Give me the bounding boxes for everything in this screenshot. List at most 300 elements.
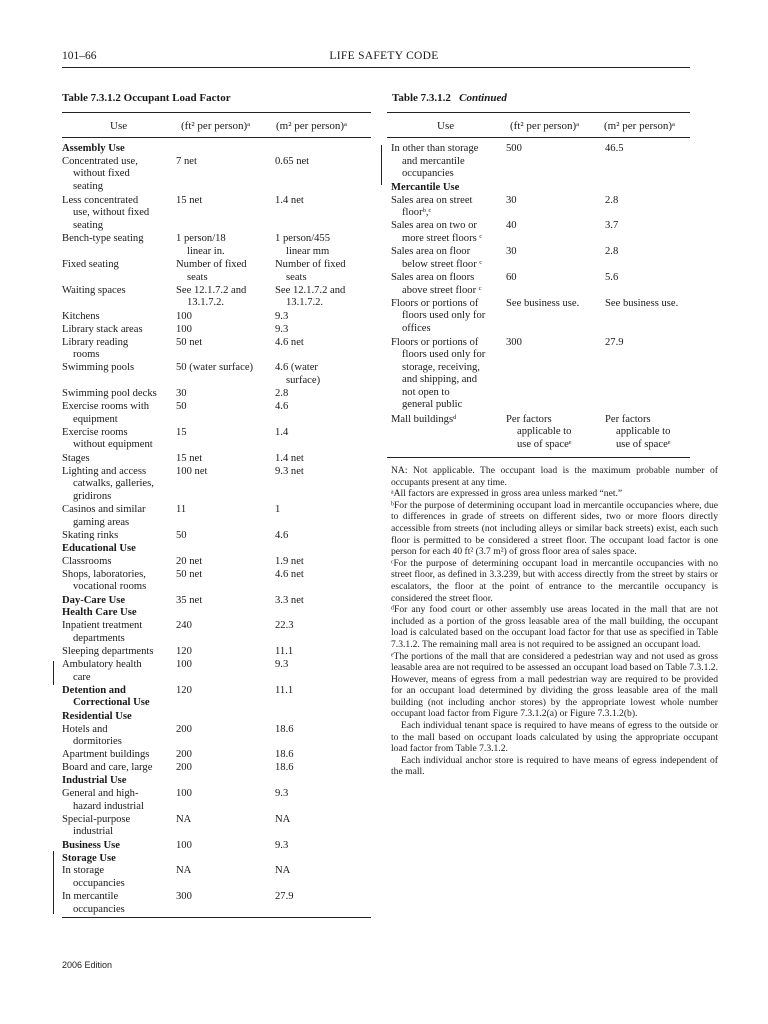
m-cell-line: NA (275, 813, 291, 825)
m-cell (275, 388, 288, 401)
use-cell-line: without equipment (73, 439, 153, 451)
use-cell (391, 195, 472, 220)
m-cell (275, 724, 294, 737)
use-cell-line: Fixed seating (62, 259, 119, 271)
use-cell (62, 362, 134, 375)
m-cell-line: 4.6 net (275, 568, 304, 580)
use-cell-line: In storage (62, 865, 105, 877)
ft-cell-line: 30 (176, 388, 187, 400)
use-cell (62, 620, 142, 645)
ft-cell-line: 300 (176, 891, 192, 903)
m-cell (605, 298, 678, 311)
left-table-bottom-rule (62, 917, 371, 918)
m-cell-line: 0.65 net (275, 155, 310, 167)
m-cell (275, 233, 330, 258)
m-cell-line: 13.1.7.2. (286, 297, 324, 309)
ft-cell (176, 530, 187, 543)
use-cell-line: more street floors ᶜ (402, 232, 483, 244)
m-cell (275, 659, 288, 672)
m-cell (275, 427, 288, 440)
ft-cell (176, 685, 192, 698)
right-col-ft: (ft² per person)ᵃ (510, 120, 580, 132)
use-cell-line: Hotels and (62, 723, 108, 735)
m-cell-line: 9.3 (275, 310, 289, 322)
m-cell-line: 4.6 (water (275, 362, 318, 374)
m-cell-line: 9.3 (275, 659, 289, 670)
ft-cell-line: 15 net (176, 452, 203, 464)
ft-cell (176, 556, 202, 569)
ft-cell (176, 788, 192, 801)
ft-cell-line: 200 (176, 723, 192, 735)
use-cell-line: Assembly Use (62, 143, 125, 154)
ft-cell-line: 50 (176, 401, 187, 412)
use-cell-line: Health Care Use (62, 607, 137, 619)
m-cell (605, 272, 618, 285)
ft-cell (176, 311, 192, 324)
m-cell-line: 11.1 (275, 646, 294, 658)
m-cell-line: surface) (286, 374, 321, 386)
m-cell-line: applicable to (616, 426, 671, 438)
ft-cell-line: 300 (506, 336, 522, 348)
use-cell-line: dormitories (73, 736, 122, 748)
m-cell (605, 337, 624, 350)
change-bar (53, 851, 54, 914)
use-cell-line: Skating rinks (62, 530, 119, 541)
left-table-top-rule (62, 112, 371, 113)
right-table-top-rule (387, 112, 690, 113)
use-cell-line: storage, receiving, (402, 361, 480, 373)
use-cell-line: Library stack areas (62, 323, 143, 335)
use-cell-line: Floors or portions of (391, 297, 479, 309)
ft-cell-line: 15 (176, 426, 187, 438)
m-cell (275, 762, 294, 775)
m-cell (275, 453, 304, 466)
use-cell-line: Mercantile Use (391, 181, 460, 193)
m-cell-line: 9.3 (275, 788, 289, 799)
right-table-bottom-rule (387, 457, 690, 458)
m-cell-line: 2.8 (605, 194, 619, 206)
ft-cell-line: 20 net (176, 555, 203, 567)
ft-cell-line: 200 (176, 749, 192, 761)
m-cell (275, 362, 320, 387)
m-cell-line: 27.9 (275, 891, 294, 903)
use-cell (62, 569, 146, 594)
m-cell-line: 4.6 (275, 530, 289, 541)
m-cell-line: Number of fixed (275, 259, 346, 271)
ft-cell (506, 195, 517, 208)
use-cell (62, 259, 119, 272)
ft-cell-line: 13.1.7.2. (187, 297, 225, 309)
ft-cell (176, 324, 192, 337)
ft-cell (176, 840, 192, 853)
ft-cell (506, 220, 517, 233)
ft-cell-line: 40 (506, 220, 517, 232)
m-cell-line: linear mm (286, 245, 330, 257)
m-cell (275, 530, 288, 543)
use-cell-line: hazard industrial (73, 800, 144, 812)
use-cell-line: Lighting and access (62, 465, 147, 477)
ft-cell-line: 50 net (176, 568, 203, 580)
use-cell-line: departments (73, 632, 125, 644)
ft-cell-line: 100 (176, 310, 192, 322)
use-cell-line: Sales area on two or (391, 220, 477, 232)
m-cell-line: 1.4 net (275, 452, 304, 464)
ft-cell-line: linear in. (187, 245, 225, 257)
use-cell-line: Business Use (62, 839, 120, 851)
m-cell (275, 556, 304, 569)
use-cell-line: Swimming pool decks (62, 388, 157, 400)
use-cell (391, 220, 482, 245)
use-cell (391, 272, 481, 297)
use-cell-line: General and high- (62, 788, 139, 799)
ft-cell-line: NA (176, 865, 192, 877)
m-cell (275, 788, 288, 801)
use-cell (62, 311, 100, 324)
use-cell-line: Storage Use (62, 852, 116, 864)
ft-cell (176, 337, 202, 350)
table-note: NA: Not applicable. The occupant load is the maximum probable number of occupants present at any time. (391, 465, 718, 488)
use-cell (62, 530, 118, 543)
use-cell-line: without fixed (73, 168, 130, 180)
change-bar (381, 145, 382, 185)
use-cell (62, 388, 157, 401)
m-cell-line: See business use. (605, 297, 679, 309)
left-table-head-rule (62, 137, 371, 138)
m-cell (275, 814, 290, 827)
m-cell (275, 337, 304, 350)
ft-cell-line: Per factors (506, 413, 552, 425)
use-cell-line: floors used only for (402, 310, 486, 322)
m-cell (605, 220, 618, 233)
use-cell-line: offices (402, 322, 431, 334)
use-cell (62, 659, 142, 684)
use-cell (62, 607, 137, 620)
use-cell (62, 556, 111, 569)
use-cell-line: Mall buildingsᵈ (391, 413, 457, 425)
ft-cell-line: 50 (water surface) (176, 362, 254, 374)
ft-cell-line: See business use. (506, 297, 580, 309)
use-cell (62, 595, 125, 608)
use-cell (391, 337, 485, 413)
use-cell-line: Ambulatory health (62, 659, 142, 670)
ft-cell (176, 814, 191, 827)
use-cell (62, 337, 128, 362)
use-cell-line: occupancies (402, 168, 454, 180)
use-cell-line: Industrial Use (62, 775, 127, 787)
m-cell-line: 1.4 net (275, 194, 304, 206)
m-cell (275, 840, 288, 853)
ft-cell (176, 504, 186, 517)
m-cell-line: 9.3 (275, 839, 289, 851)
use-cell-line: gaming areas (73, 516, 130, 528)
use-cell-line: In mercantile (62, 891, 119, 903)
use-cell-line: Classrooms (62, 555, 112, 567)
use-cell-line: Sales area on floor (391, 246, 471, 258)
ft-cell (176, 749, 192, 762)
right-table-caption-main: Table 7.3.1.2 (392, 92, 451, 104)
right-table-head-rule (387, 137, 690, 138)
use-cell (391, 143, 478, 181)
use-cell-line: vocational rooms (73, 581, 147, 593)
ft-cell (176, 762, 192, 775)
ft-cell (176, 401, 187, 414)
use-cell (62, 143, 125, 156)
use-cell (391, 246, 482, 271)
m-cell (275, 259, 346, 284)
ft-cell (176, 233, 226, 258)
m-cell (275, 324, 288, 337)
ft-cell (506, 272, 517, 285)
table-note: ᵉThe portions of the mall that are considered a pedestrian way and not used as gross leasable area are not required to be assessed an occupant load based on Table 7.3.1.2. However, means of egress from a mall pedestrian way are required to be provided for an occupant load determined by dividing the gross leasable area of the mall building (not including anchor stores) by the appropriate lowest whole number occupant load factor from Figure 7.3.1.2(a) or Figure 7.3.1.2(b). (391, 650, 718, 720)
use-cell-line: In other than storage (391, 143, 479, 154)
m-cell-line: use of spaceᵉ (616, 439, 671, 451)
ft-cell-line: 35 net (176, 594, 203, 606)
ft-cell-line: 100 (176, 788, 192, 799)
ft-cell-line: 200 (176, 762, 192, 774)
use-cell (62, 504, 146, 529)
m-cell-line: 1.9 net (275, 555, 304, 567)
m-cell-line: 2.8 (605, 246, 619, 258)
use-cell (62, 814, 130, 839)
header-rule (62, 67, 690, 68)
use-cell-line: Board and care, large (62, 762, 153, 774)
use-cell (62, 749, 149, 762)
ft-cell-line: use of spaceᵉ (517, 439, 572, 451)
ft-cell (176, 569, 202, 582)
ft-cell-line: 120 (176, 646, 192, 658)
use-cell (62, 156, 138, 194)
m-cell (275, 156, 309, 169)
use-cell (62, 853, 116, 866)
right-table-caption (392, 92, 507, 104)
use-cell-line: Less concentrated (62, 194, 139, 206)
m-cell-line: 9.3 (275, 323, 289, 335)
use-cell-line: use, without fixed (73, 207, 150, 219)
use-cell-line: catwalks, galleries, (73, 478, 154, 490)
use-cell (62, 453, 90, 466)
m-cell (605, 195, 618, 208)
ft-cell (176, 646, 192, 659)
ft-cell-line: 7 net (176, 155, 197, 167)
running-title: LIFE SAFETY CODE (329, 50, 439, 62)
ft-cell-line: 50 (176, 530, 187, 541)
left-col-ft: (ft² per person)ᵃ (181, 120, 251, 132)
use-cell-line: occupancies (73, 903, 125, 915)
use-cell (62, 401, 149, 426)
use-cell-line: seating (73, 181, 104, 193)
right-col-m: (m² per person)ᵃ (604, 120, 676, 132)
m-cell-line: See 12.1.7.2 and (275, 284, 346, 296)
use-cell (62, 775, 126, 788)
use-cell-line: floorᵇ,ᶜ (402, 207, 432, 219)
use-cell-line: Kitchens (62, 310, 100, 322)
ft-cell-line: Number of fixed (176, 259, 247, 271)
table-notes (391, 465, 718, 778)
ft-cell-line: 1 person/18 (176, 233, 226, 245)
right-table-caption-continued: Continued (459, 92, 507, 104)
ft-cell (176, 724, 192, 737)
ft-cell (176, 595, 202, 608)
ft-cell-line: 30 (506, 194, 517, 206)
m-cell (605, 414, 670, 452)
m-cell (275, 749, 294, 762)
m-cell-line: NA (275, 865, 291, 877)
use-cell-line: gridirons (73, 490, 112, 502)
ft-cell-line: 120 (176, 684, 192, 696)
m-cell (275, 620, 294, 633)
m-cell (275, 195, 304, 208)
use-cell (62, 466, 154, 504)
ft-cell-line: 100 net (176, 465, 208, 477)
left-col-m: (m² per person)ᵃ (276, 120, 348, 132)
use-cell-line: Inpatient treatment (62, 620, 143, 632)
m-cell (275, 891, 294, 904)
use-cell (391, 298, 485, 336)
left-col-use: Use (110, 120, 128, 132)
m-cell-line: 3.3 net (275, 594, 304, 606)
use-cell (62, 646, 154, 659)
use-cell-line: care (73, 671, 91, 683)
table-note: ᶜFor the purpose of determining occupant load in mercantile occupancies with no street floor, as defined in 3.3.239, but with access directly from the street by stairs or escalators, the floor at the point of entrance to the mercantile occupancy is considered the street floor. (391, 557, 718, 604)
ft-cell-line: 100 (176, 839, 192, 851)
use-cell (62, 685, 150, 710)
use-cell-line: Waiting spaces (62, 284, 126, 296)
m-cell-line: 2.8 (275, 388, 289, 400)
m-cell-line: 22.3 (275, 620, 294, 632)
ft-cell (176, 659, 192, 672)
m-cell-line: 18.6 (275, 723, 294, 735)
ft-cell (176, 865, 191, 878)
m-cell-line: Per factors (605, 413, 651, 425)
m-cell-line: 27.9 (605, 336, 624, 348)
ft-cell (176, 195, 202, 208)
use-cell-line: Sales area on floors (391, 272, 475, 283)
use-cell-line: equipment (73, 413, 118, 425)
ft-cell-line: 60 (506, 272, 517, 283)
ft-cell (506, 246, 517, 259)
use-cell-line: Sleeping departments (62, 646, 154, 658)
use-cell (62, 427, 153, 452)
ft-cell (506, 337, 522, 350)
ft-cell-line: 50 net (176, 336, 203, 348)
use-cell (62, 324, 143, 337)
m-cell-line: 18.6 (275, 762, 294, 774)
use-cell-line: Sales area on street (391, 194, 473, 206)
use-cell-line: above street floor ᶜ (402, 284, 482, 296)
m-cell (275, 466, 304, 479)
use-cell-line: Exercise rooms with (62, 401, 150, 412)
ft-cell (176, 620, 192, 633)
use-cell (391, 414, 456, 427)
m-cell (275, 311, 288, 324)
table-note: Each individual tenant space is required to have means of egress to the outside or to the mall based on occupant loads calculated by using the appropriate occupant load factor from Table 7.3.1.2. (391, 720, 718, 755)
use-cell-line: Swimming pools (62, 362, 135, 374)
m-cell-line: 11.1 (275, 684, 294, 696)
use-cell-line: Residential Use (62, 710, 132, 722)
use-cell-line: and mercantile (402, 155, 465, 167)
use-cell-line: floors used only for (402, 349, 486, 361)
m-cell-line: 4.6 net (275, 336, 304, 348)
ft-cell (176, 891, 192, 904)
use-cell-line: Day-Care Use (62, 594, 126, 606)
m-cell-line: 1 person/455 (275, 233, 331, 245)
use-cell (62, 195, 149, 233)
m-cell (275, 685, 293, 698)
ft-cell-line: applicable to (517, 426, 572, 438)
use-cell (62, 840, 120, 853)
m-cell-line: 1 (275, 504, 281, 516)
use-cell-line: industrial (73, 826, 114, 838)
use-cell-line: not open to (402, 386, 450, 398)
ft-cell-line: 30 (506, 246, 517, 258)
use-cell-line: general public (402, 399, 463, 411)
ft-cell (176, 156, 197, 169)
m-cell (605, 143, 624, 156)
m-cell-line: 9.3 net (275, 465, 304, 477)
m-cell (275, 401, 288, 414)
use-cell-line: Correctional Use (73, 697, 150, 709)
m-cell (275, 569, 304, 582)
m-cell-line: 5.6 (605, 272, 619, 283)
ft-cell (506, 143, 522, 156)
use-cell-line: Special-purpose (62, 813, 131, 825)
edition-footer: 2006 Edition (62, 960, 113, 970)
ft-cell (506, 298, 579, 311)
use-cell-line: Casinos and similar (62, 504, 146, 516)
left-table-caption: Table 7.3.1.2 Occupant Load Factor (62, 92, 231, 104)
use-cell (62, 891, 125, 916)
use-cell-line: seating (73, 219, 104, 231)
ft-cell (176, 362, 253, 375)
m-cell-line: 46.5 (605, 143, 624, 154)
table-note: ᵈFor any food court or other assembly use areas located in the mall that are not included as a portion of the gross leasable area of the mall building, the occupant load is calculated based on the occupant load factor for that use as specified in Table 7.3.1.2. The remaining mall area is not required to be assigned an occupant load. (391, 604, 718, 650)
m-cell-line: 1.4 (275, 426, 289, 438)
use-cell (62, 711, 132, 724)
ft-cell (176, 453, 202, 466)
ft-cell (506, 414, 571, 452)
use-cell (62, 543, 136, 556)
ft-cell-line: 100 (176, 659, 192, 670)
use-cell-line: Bench-type seating (62, 233, 144, 245)
use-cell-line: Stages (62, 452, 90, 464)
m-cell (275, 646, 293, 659)
use-cell (62, 285, 126, 298)
ft-cell-line: seats (187, 271, 208, 283)
right-col-use: Use (437, 120, 455, 132)
m-cell-line: 3.7 (605, 220, 619, 232)
ft-cell-line: 15 net (176, 194, 203, 206)
use-cell-line: rooms (73, 349, 100, 361)
m-cell (605, 246, 618, 259)
use-cell-line: Library reading (62, 336, 129, 348)
ft-cell (176, 466, 207, 479)
m-cell (275, 595, 304, 608)
m-cell-line: 4.6 (275, 401, 289, 412)
use-cell-line: Concentrated use, (62, 155, 138, 167)
table-note: ᵇFor the purpose of determining occupant load in mercantile occupancies where, due to differences in grade of streets on different sides, two or more floors directly accessible from streets (not including alleys or similar back streets) exist, each such floor is permitted to be considered a street floor. The occupant load factor is one person for each 40 ft² (3.7 m²) of gross floor area of sales space. (391, 499, 718, 558)
m-cell (275, 285, 345, 310)
ft-cell-line: 500 (506, 143, 522, 154)
use-cell (62, 788, 144, 813)
use-cell (62, 865, 125, 890)
use-cell (62, 762, 152, 775)
table-note: Each individual anchor store is required to have means of egress independent of the mall. (391, 754, 718, 778)
table-note: ᵃAll factors are expressed in gross area unless marked “net.” (391, 488, 623, 500)
ft-cell (176, 285, 246, 310)
ft-cell-line: 11 (176, 504, 187, 516)
use-cell-line: Apartment buildings (62, 749, 150, 761)
change-bar (53, 661, 54, 685)
